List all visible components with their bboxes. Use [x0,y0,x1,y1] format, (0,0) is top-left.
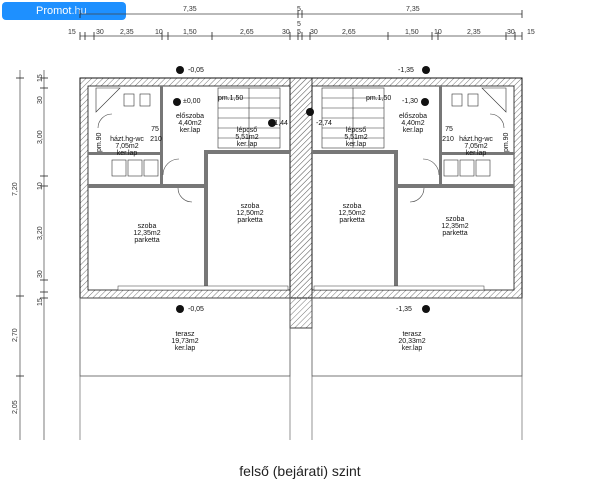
left-terrace-name: terasz [175,331,195,338]
left-wc-width: 75 [151,126,159,133]
dim-left-1: 15 [37,74,44,82]
right-room-mid-area: 12,50m2 [338,210,366,217]
dim-left-6: 30 [37,270,44,278]
right-room-big-area: 12,35m2 [441,223,469,230]
left-room-big-name: szoba [137,223,157,230]
dim-left-8: 2,70 [12,328,19,342]
left-terrace-floor: ker.lap [174,345,196,352]
dim-left-total: 7,20 [12,182,19,196]
right-terrace-area: 20,33m2 [398,338,426,345]
dim-top-left: 7,35 [183,6,197,13]
left-wc-floor: ker.lap [116,150,138,157]
right-stair-floor: ker.lap [345,141,367,148]
right-stair-area: 5,51m2 [344,134,368,141]
right-terrace-floor: ker.lap [401,345,423,352]
left-room-mid-name: szoba [240,203,260,210]
right-window: pm.90 [503,132,510,152]
plan-caption: felső (bejárati) szint [239,463,361,479]
left-wc-code: 210 [150,136,162,143]
site-domain-suffix: .hu [71,5,87,17]
right-vestibule-floor: ker.lap [402,127,424,134]
dim-top-right: 7,35 [406,6,420,13]
left-vestibule-area: 4,40m2 [178,120,202,127]
left-room-big-floor: parketta [134,237,160,244]
left-wc-area: 7,05m2 [115,143,139,150]
dim-sub-14: 30 [507,29,515,36]
dim-sub-3: 2,35 [120,29,134,36]
left-vestibule-level: ±0,00 [183,98,201,105]
left-dimension-chain [12,70,48,440]
right-room-big-name: szoba [445,216,465,223]
dim-sub-6: 2,65 [240,29,254,36]
dim-left-2: 30 [37,96,44,104]
site-name: Promot [36,5,72,17]
right-stair-landing: pm.1,50 [366,95,392,102]
right-vestibule-level: -1,30 [402,98,418,105]
dim-sub-7: 30 [282,29,290,36]
left-room-big-area: 12,35m2 [133,230,161,237]
building-walls [80,78,522,440]
dim-top-gap: 5 [297,6,301,13]
left-room-mid-area: 12,50m2 [236,210,264,217]
left-stair-area: 5,51m2 [235,134,259,141]
dim-sub-2: 30 [96,29,104,36]
left-window: pm.90 [96,132,103,152]
right-room-mid-floor: parketta [339,217,365,224]
left-stair-floor: ker.lap [236,141,258,148]
right-vestibule-name: előszoba [398,113,428,120]
right-room-big-floor: parketta [442,230,468,237]
dim-left-4: 10 [37,182,44,190]
dim-left-9: 2,05 [12,400,19,414]
dim-left-5: 3,20 [37,226,44,240]
right-terrace-name: terasz [402,331,422,338]
left-terrace-level: -0,05 [188,306,204,313]
left-wc-name: házt.hg-wc [110,136,144,143]
right-wc-width: 75 [445,126,453,133]
dim-sub-8: 5 [297,29,301,36]
dim-sub-5: 1,50 [183,29,197,36]
dim-sub-10: 2,65 [342,29,356,36]
right-stair-name: lépcső [345,127,367,134]
right-entry-level: -1,35 [398,67,414,74]
right-stair-level: -2,74 [316,120,332,127]
dim-left-3: 3,00 [37,130,44,144]
left-stair-level: -1,44 [272,120,288,127]
dim-sub-11: 1,50 [405,29,419,36]
dim-sub-4: 10 [155,29,163,36]
top-dimension-chain [68,6,535,40]
right-wc-area: 7,05m2 [464,143,488,150]
left-terrace-area: 19,73m2 [171,338,199,345]
left-stair-landing: pm.1,50 [218,95,244,102]
right-room-mid-name: szoba [342,203,362,210]
dim-top-gap-2: 5 [297,21,301,28]
right-terrace-level: -1,35 [396,306,412,313]
dim-sub-13: 2,35 [467,29,481,36]
dim-sub-12: 10 [434,29,442,36]
right-wc-code: 210 [442,136,454,143]
right-wc-floor: ker.lap [465,150,487,157]
right-wc-name: házt.hg-wc [459,136,493,143]
dim-sub-1: 15 [68,29,76,36]
right-vestibule-area: 4,40m2 [401,120,425,127]
left-vestibule-name: előszoba [175,113,205,120]
left-vestibule-floor: ker.lap [179,127,201,134]
left-stair-name: lépcső [236,127,258,134]
dim-sub-15: 15 [527,29,535,36]
left-entry-level: -0,05 [188,67,204,74]
dim-sub-9: 30 [310,29,318,36]
left-room-mid-floor: parketta [237,217,263,224]
dim-left-7: 15 [37,298,44,306]
